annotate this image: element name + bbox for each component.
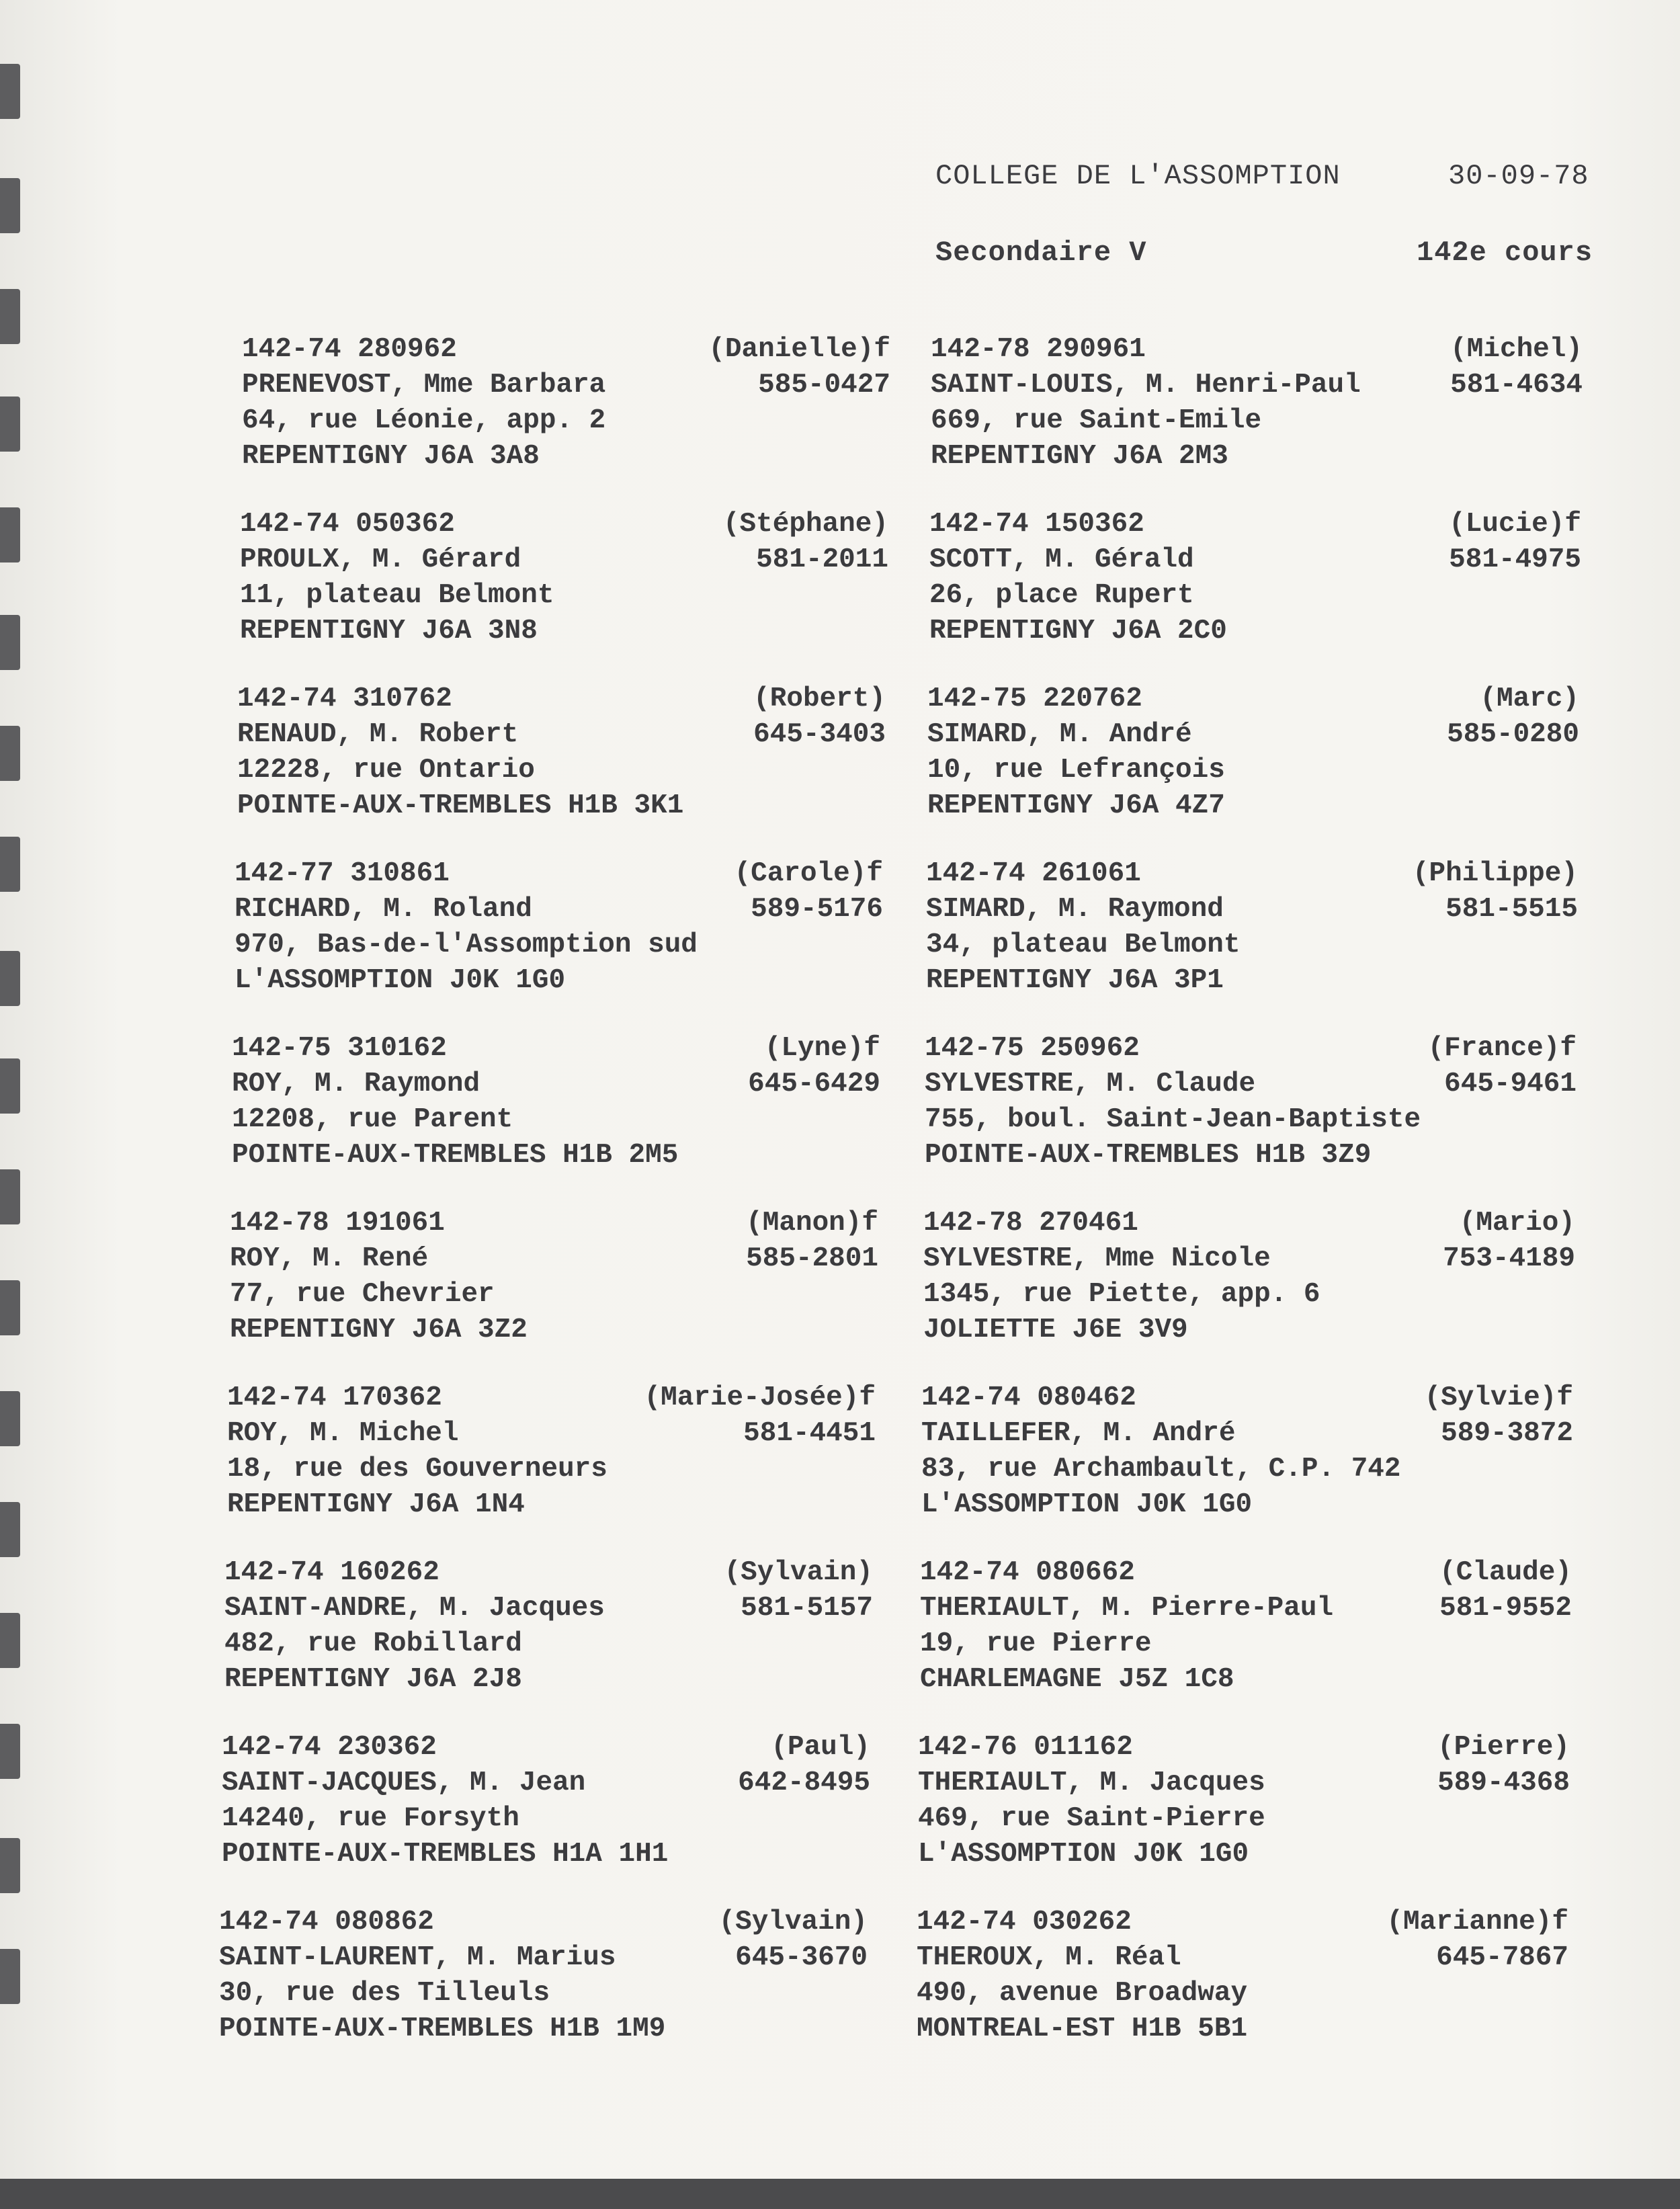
student-entry bbox=[931, 332, 1583, 487]
street-address: 14240, rue Forsyth bbox=[222, 1803, 519, 1834]
student-id: 142-74 261061 bbox=[926, 858, 1141, 889]
parent-name: PRENEVOST, Mme Barbara bbox=[242, 370, 606, 401]
parent-name: THERIAULT, M. Pierre-Paul bbox=[920, 1593, 1334, 1624]
street-address: 11, plateau Belmont bbox=[240, 580, 554, 611]
student-id: 142-74 080662 bbox=[920, 1557, 1135, 1588]
student-first-name: (Robert) bbox=[753, 683, 886, 714]
street-address: 970, Bas-de-l'Assomption sud bbox=[235, 929, 698, 960]
street-address: 482, rue Robillard bbox=[224, 1628, 522, 1659]
student-first-name: (Lucie)f bbox=[1449, 509, 1581, 540]
student-entry bbox=[923, 1206, 1575, 1360]
student-id: 142-78 290961 bbox=[931, 334, 1146, 365]
city-postal: CHARLEMAGNE J5Z 1C8 bbox=[920, 1664, 1234, 1695]
binding-hole bbox=[0, 1280, 20, 1335]
student-first-name: (Claude) bbox=[1439, 1557, 1572, 1588]
street-address: 669, rue Saint-Emile bbox=[931, 405, 1262, 436]
city-postal: REPENTIGNY J6A 3N8 bbox=[240, 616, 538, 647]
spiral-binding bbox=[0, 0, 30, 2209]
binding-hole bbox=[0, 1949, 20, 2004]
phone-number: 753-4189 bbox=[1443, 1243, 1575, 1274]
student-entry bbox=[237, 681, 886, 836]
student-first-name: (Michel) bbox=[1450, 334, 1583, 365]
student-id: 142-76 011162 bbox=[918, 1732, 1133, 1763]
city-postal: REPENTIGNY J6A 2J8 bbox=[224, 1664, 522, 1695]
student-id: 142-74 310762 bbox=[237, 683, 452, 714]
student-first-name: (Lyne)f bbox=[764, 1033, 880, 1064]
student-id: 142-78 270461 bbox=[923, 1208, 1138, 1239]
student-entry bbox=[921, 1380, 1573, 1535]
grade-level: Secondaire V bbox=[935, 237, 1147, 269]
scan-bottom-edge bbox=[0, 2179, 1680, 2209]
street-address: 469, rue Saint-Pierre bbox=[918, 1803, 1265, 1834]
binding-hole bbox=[0, 1613, 20, 1668]
binding-hole bbox=[0, 507, 20, 562]
city-postal: REPENTIGNY J6A 3P1 bbox=[926, 965, 1224, 996]
parent-name: SIMARD, M. André bbox=[927, 719, 1192, 750]
binding-hole bbox=[0, 726, 20, 781]
city-postal: REPENTIGNY J6A 3Z2 bbox=[230, 1315, 528, 1345]
city-postal: L'ASSOMPTION J0K 1G0 bbox=[235, 965, 566, 996]
student-id: 142-74 150362 bbox=[929, 509, 1144, 540]
phone-number: 585-0280 bbox=[1447, 719, 1579, 750]
parent-name: SCOTT, M. Gérald bbox=[929, 544, 1194, 575]
report-date: 30-09-78 bbox=[1448, 160, 1589, 192]
parent-name: SAINT-LAURENT, M. Marius bbox=[219, 1942, 616, 1973]
student-id: 142-74 230362 bbox=[222, 1732, 437, 1763]
student-entry bbox=[918, 1730, 1570, 1884]
binding-hole bbox=[0, 397, 20, 452]
city-postal: POINTE-AUX-TREMBLES H1B 3Z9 bbox=[925, 1140, 1372, 1171]
phone-number: 645-6429 bbox=[748, 1069, 880, 1099]
student-first-name: (Danielle)f bbox=[708, 334, 890, 365]
student-first-name: (France)f bbox=[1427, 1033, 1577, 1064]
street-address: 10, rue Lefrançois bbox=[927, 755, 1225, 786]
phone-number: 645-3403 bbox=[753, 719, 886, 750]
city-postal: REPENTIGNY J6A 1N4 bbox=[227, 1489, 525, 1520]
street-address: 64, rue Léonie, app. 2 bbox=[242, 405, 606, 436]
student-id: 142-75 310162 bbox=[232, 1033, 447, 1064]
school-name: COLLEGE DE L'ASSOMPTION bbox=[935, 160, 1341, 192]
phone-number: 581-4634 bbox=[1450, 370, 1583, 401]
binding-hole bbox=[0, 1169, 20, 1224]
city-postal: L'ASSOMPTION J0K 1G0 bbox=[918, 1839, 1249, 1870]
phone-number: 589-5176 bbox=[751, 894, 883, 925]
binding-hole bbox=[0, 615, 20, 670]
phone-number: 581-5515 bbox=[1445, 894, 1578, 925]
city-postal: POINTE-AUX-TREMBLES H1A 1H1 bbox=[222, 1839, 669, 1870]
binding-hole bbox=[0, 1724, 20, 1779]
student-id: 142-75 220762 bbox=[927, 683, 1142, 714]
phone-number: 585-0427 bbox=[758, 370, 890, 401]
phone-number: 581-4451 bbox=[743, 1418, 876, 1449]
binding-hole bbox=[0, 951, 20, 1006]
phone-number: 645-3670 bbox=[735, 1942, 868, 1973]
student-first-name: (Philippe) bbox=[1412, 858, 1578, 889]
parent-name: PROULX, M. Gérard bbox=[240, 544, 521, 575]
street-address: 490, avenue Broadway bbox=[917, 1978, 1248, 2009]
parent-name: SAINT-ANDRE, M. Jacques bbox=[224, 1593, 605, 1624]
city-postal: REPENTIGNY J6A 4Z7 bbox=[927, 790, 1225, 821]
student-entry bbox=[917, 1905, 1568, 2059]
binding-hole bbox=[0, 1058, 20, 1114]
student-id: 142-74 080462 bbox=[921, 1382, 1136, 1413]
street-address: 34, plateau Belmont bbox=[926, 929, 1241, 960]
student-id: 142-75 250962 bbox=[925, 1033, 1140, 1064]
student-id: 142-74 170362 bbox=[227, 1382, 442, 1413]
binding-hole bbox=[0, 1391, 20, 1446]
student-first-name: (Sylvie)f bbox=[1424, 1382, 1573, 1413]
student-id: 142-74 280962 bbox=[242, 334, 457, 365]
street-address: 77, rue Chevrier bbox=[230, 1279, 495, 1310]
phone-number: 581-4975 bbox=[1449, 544, 1581, 575]
binding-hole bbox=[0, 1838, 20, 1893]
student-entry bbox=[219, 1905, 868, 2059]
student-entry bbox=[227, 1380, 876, 1535]
parent-name: SAINT-LOUIS, M. Henri-Paul bbox=[931, 370, 1361, 401]
street-address: 83, rue Archambault, C.P. 742 bbox=[921, 1454, 1401, 1485]
city-postal: JOLIETTE J6E 3V9 bbox=[923, 1315, 1188, 1345]
binding-hole bbox=[0, 289, 20, 344]
parent-name: THEROUX, M. Réal bbox=[917, 1942, 1181, 1973]
parent-name: THERIAULT, M. Jacques bbox=[918, 1767, 1265, 1798]
phone-number: 645-7867 bbox=[1436, 1942, 1568, 1973]
street-address: 12208, rue Parent bbox=[232, 1104, 513, 1135]
street-address: 755, boul. Saint-Jean-Baptiste bbox=[925, 1104, 1421, 1135]
phone-number: 645-9461 bbox=[1444, 1069, 1577, 1099]
parent-name: SAINT-JACQUES, M. Jean bbox=[222, 1767, 586, 1798]
phone-number: 581-2011 bbox=[756, 544, 888, 575]
course-number: 142e cours bbox=[1417, 237, 1593, 269]
phone-number: 581-5157 bbox=[741, 1593, 873, 1624]
parent-name: ROY, M. Raymond bbox=[232, 1069, 480, 1099]
city-postal: MONTREAL-EST H1B 5B1 bbox=[917, 2013, 1248, 2044]
parent-name: SYLVESTRE, M. Claude bbox=[925, 1069, 1256, 1099]
student-entry bbox=[242, 332, 890, 487]
student-first-name: (Carole)f bbox=[734, 858, 883, 889]
student-entry bbox=[224, 1555, 873, 1710]
student-first-name: (Stéphane) bbox=[722, 509, 888, 540]
city-postal: REPENTIGNY J6A 2M3 bbox=[931, 441, 1228, 472]
parent-name: SIMARD, M. Raymond bbox=[926, 894, 1224, 925]
student-first-name: (Manon)f bbox=[746, 1208, 878, 1239]
student-first-name: (Marianne)f bbox=[1386, 1907, 1568, 1937]
city-postal: POINTE-AUX-TREMBLES H1B 3K1 bbox=[237, 790, 684, 821]
student-entry bbox=[222, 1730, 870, 1884]
parent-name: RICHARD, M. Roland bbox=[235, 894, 532, 925]
student-entry bbox=[232, 1031, 880, 1185]
street-address: 1345, rue Piette, app. 6 bbox=[923, 1279, 1320, 1310]
binding-hole bbox=[0, 837, 20, 892]
binding-hole bbox=[0, 1502, 20, 1557]
phone-number: 581-9552 bbox=[1439, 1593, 1572, 1624]
street-address: 12228, rue Ontario bbox=[237, 755, 535, 786]
student-id: 142-74 030262 bbox=[917, 1907, 1132, 1937]
student-first-name: (Marie-Josée)f bbox=[644, 1382, 876, 1413]
phone-number: 585-2801 bbox=[746, 1243, 878, 1274]
city-postal: POINTE-AUX-TREMBLES H1B 2M5 bbox=[232, 1140, 679, 1171]
parent-name: ROY, M. René bbox=[230, 1243, 429, 1274]
city-postal: L'ASSOMPTION J0K 1G0 bbox=[921, 1489, 1253, 1520]
street-address: 30, rue des Tilleuls bbox=[219, 1978, 550, 2009]
student-first-name: (Paul) bbox=[771, 1732, 870, 1763]
parent-name: TAILLEFER, M. André bbox=[921, 1418, 1236, 1449]
student-entry bbox=[920, 1555, 1572, 1710]
student-entry bbox=[235, 856, 883, 1011]
city-postal: REPENTIGNY J6A 3A8 bbox=[242, 441, 540, 472]
student-entry bbox=[929, 507, 1581, 661]
student-first-name: (Sylvain) bbox=[724, 1557, 873, 1588]
student-first-name: (Sylvain) bbox=[718, 1907, 868, 1937]
city-postal: REPENTIGNY J6A 2C0 bbox=[929, 616, 1227, 647]
street-address: 19, rue Pierre bbox=[920, 1628, 1152, 1659]
binding-hole bbox=[0, 178, 20, 233]
phone-number: 589-4368 bbox=[1437, 1767, 1570, 1798]
student-id: 142-74 050362 bbox=[240, 509, 455, 540]
student-entry bbox=[230, 1206, 878, 1360]
binding-hole bbox=[0, 64, 20, 119]
student-id: 142-78 191061 bbox=[230, 1208, 445, 1239]
street-address: 26, place Rupert bbox=[929, 580, 1194, 611]
parent-name: ROY, M. Michel bbox=[227, 1418, 459, 1449]
street-address: 18, rue des Gouverneurs bbox=[227, 1454, 607, 1485]
phone-number: 642-8495 bbox=[738, 1767, 870, 1798]
student-entry bbox=[240, 507, 888, 661]
student-id: 142-77 310861 bbox=[235, 858, 450, 889]
student-entry bbox=[927, 681, 1579, 836]
student-first-name: (Mario) bbox=[1459, 1208, 1575, 1239]
student-id: 142-74 080862 bbox=[219, 1907, 434, 1937]
parent-name: SYLVESTRE, Mme Nicole bbox=[923, 1243, 1271, 1274]
student-first-name: (Marc) bbox=[1480, 683, 1579, 714]
student-entry bbox=[925, 1031, 1577, 1185]
city-postal: POINTE-AUX-TREMBLES H1B 1M9 bbox=[219, 2013, 666, 2044]
student-first-name: (Pierre) bbox=[1437, 1732, 1570, 1763]
parent-name: RENAUD, M. Robert bbox=[237, 719, 519, 750]
phone-number: 589-3872 bbox=[1441, 1418, 1573, 1449]
student-id: 142-74 160262 bbox=[224, 1557, 439, 1588]
student-entry bbox=[926, 856, 1578, 1011]
